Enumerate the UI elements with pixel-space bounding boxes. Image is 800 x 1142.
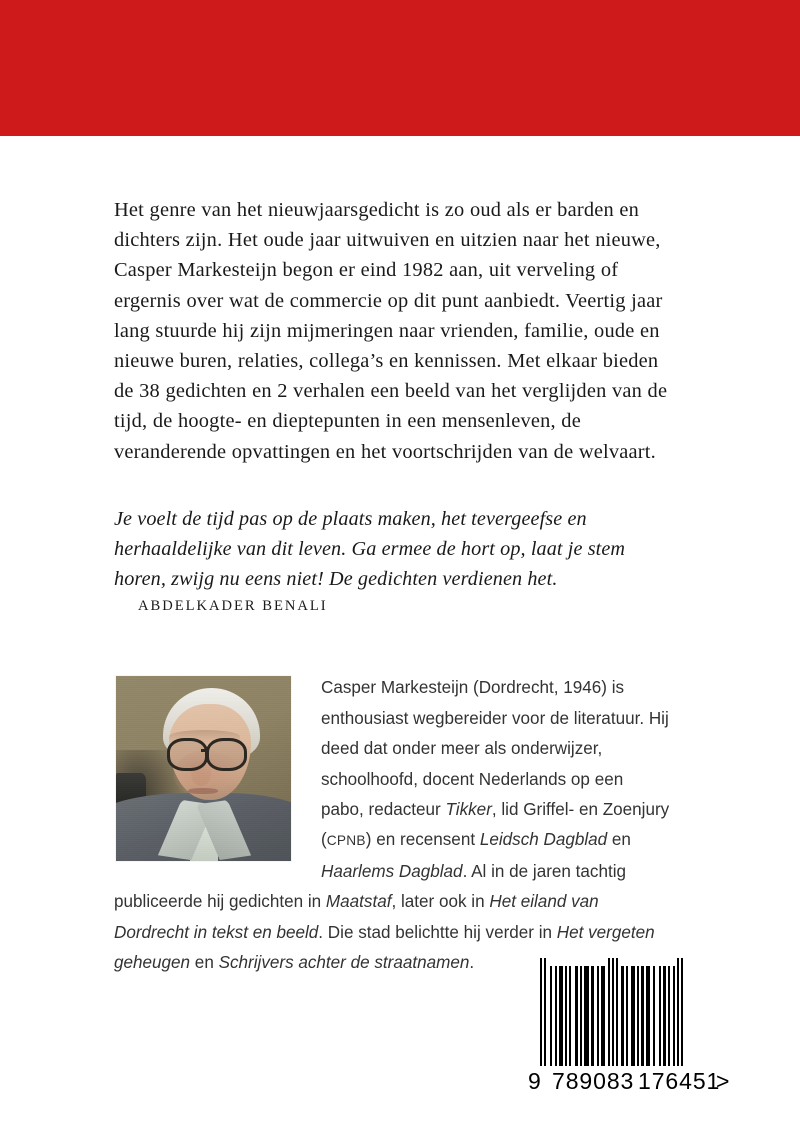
bio-title-tikker: Tikker [445,800,492,820]
barcode-terminator: > [716,1068,731,1094]
bio-segment-8: en [190,953,219,973]
barcode-lead-digit: 9 [528,1068,542,1094]
bio-title-het-vergeten-geheugen: Het vergeten geheugen [114,922,655,973]
bio-title-het-eiland-van-dordrecht: Het eiland van Dordrecht in tekst en beeld [114,892,599,942]
barcode-bars [540,966,728,1066]
barcode-left-group: 789083 [552,1068,635,1094]
book-blurb: Het genre van het nieuwjaarsgedicht is zo oud als er barden en dichters zijn. Het oude jaar uitwuiven en uitzien naar het nieuwe, Casper Markesteijn begon er eind 1982 aan, uit verveling of ergernis over wat de commercie op dit punt aanbiedt. Veertig jaar lang stuurde hij zijn mijmeringen naar vrienden, familie, oude en nieuwe buren, relaties, collega’s en kennissen. Met elkaar bieden de 38 gedichten en 2 verhalen een beeld van het verglijden van de tijd, de hoogte- en dieptepunten in een mensenleven, de veranderende opvattingen en het voortschrijden van de welvaart. [114,199,668,463]
bio-title-maatstaf: Maatstaf [325,892,392,912]
isbn-barcode [528,966,731,1094]
bio-segment-6: , later ook in [391,892,490,912]
pull-quote-text: Je voelt de tijd pas op de plaats maken, het tevergeefse en herhaaldelijke van dit leven. Ga ermee de hort op, laat je stem horen, zwijg nu eens niet! De gedichten verdienen het. [114,507,626,591]
portrait-photo-grain [116,676,291,861]
bio-segment-1: Casper Markesteijn (Dordrecht, 1946) is enthousiast wegbereider voor de literatuur. Hij deed dat onder meer als onderwijzer, schoolhoofd, docent Nederlands op een pabo, redacteur [321,678,669,820]
bio-acronym-cpnb: CPNB [326,833,366,849]
back-cover-content [114,136,670,979]
bio-segment-5: . Al in de jaren tachtig publiceerde hij gedichten in [114,861,627,912]
bio-title-haarlems-dagblad: Haarlems Dagblad [321,861,463,881]
author-bio-section [114,615,670,978]
bio-segment-7: . Die stad belichtte hij verder in [318,922,557,942]
barcode-right-group: 176451 [638,1068,721,1094]
pull-quote-block [114,467,670,616]
barcode-digits [528,1068,731,1094]
bio-title-schrijvers-achter-de-straatnamen: Schrijvers achter de straatnamen [218,953,470,973]
top-red-band [0,0,800,136]
bio-segment-4: en [607,830,631,850]
bio-segment-2: , lid Griffel- en Zoenjury ( [321,800,670,850]
pull-quote-attribution: ABDELKADER BENALI [138,598,328,615]
bio-title-leidsch-dagblad: Leidsch Dagblad [479,830,608,850]
barcode-guard-bar [681,958,683,1066]
bio-segment-3: ) en recensent [365,830,480,850]
author-portrait-photo [116,676,291,861]
bio-segment-9: . [469,953,475,973]
